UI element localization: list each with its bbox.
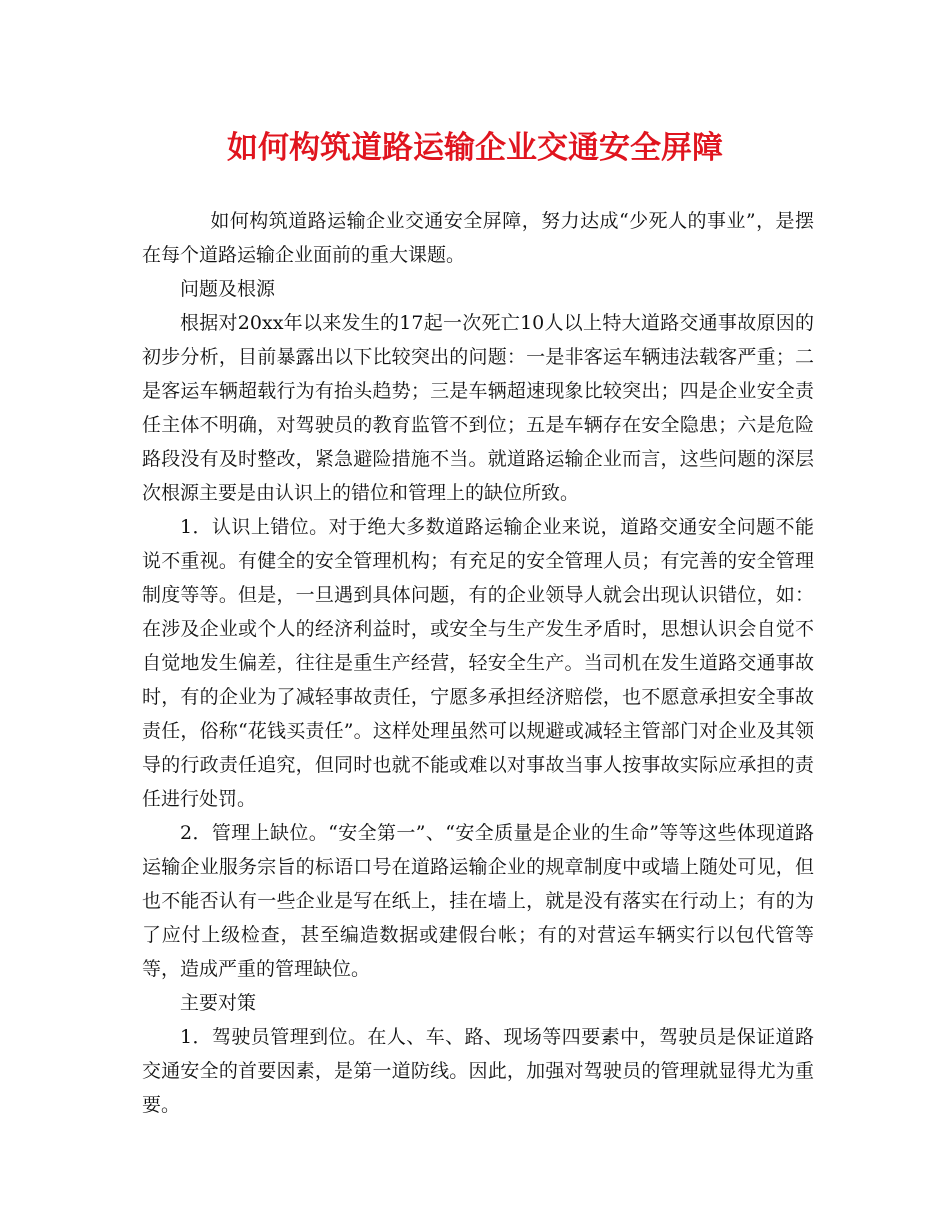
document-title: 如何构筑道路运输企业交通安全屏障	[227, 130, 723, 166]
analysis-paragraph: 根据对20xx年以来发生的17起一次死亡10人以上特大道路交通事故原因的初步分析，目前暴露出以下比较突出的问题：一是非客运车辆违法载客严重；二是客运车辆超载行为有抬头趋势；三是车辆超速现象比较突出；四是企业安全责任主体不明确，对驾驶员的教育监管不到位；五是车辆存在安全隐患；六是危险路段没有及时整改，紧急避险措施不当。就道路运输企业而言，这些问题的深层次根源主要是由认识上的错位和管理上的缺位所致。	[142, 312, 814, 504]
section-heading-measures: 主要对策	[180, 992, 257, 1014]
intro-paragraph: 如何构筑道路运输企业交通安全屏障，努力达成“少死人的事业”，是摆在每个道路运输企业面前的重大课题。	[142, 210, 814, 266]
measure-driver-paragraph: 1．驾驶员管理到位。在人、车、路、现场等四要素中，驾驶员是保证道路交通安全的首要因素，是第一道防线。因此，加强对驾驶员的管理就显得尤为重要。	[142, 1026, 814, 1116]
point-management-paragraph: 2．管理上缺位。“安全第一”、“安全质量是企业的生命”等等这些体现道路运输企业服务宗旨的标语口号在道路运输企业的规章制度中或墙上随处可见，但也不能否认有一些企业是写在纸上，挂在墙上，就是没有落实在行动上；有的为了应付上级检查，甚至编造数据或建假台帐；有的对营运车辆实行以包代管等等，造成严重的管理缺位。	[142, 822, 814, 980]
section-heading-problems: 问题及根源	[180, 278, 276, 300]
document-body	[142, 204, 814, 1122]
point-cognition-paragraph: 1．认识上错位。对于绝大多数道路运输企业来说，道路交通安全问题不能说不重视。有健全的安全管理机构；有充足的安全管理人员；有完善的安全管理制度等等。但是，一旦遇到具体问题，有的企业领导人就会出现认识错位，如：在涉及企业或个人的经济利益时，或安全与生产发生矛盾时，思想认识会自觉不自觉地发生偏差，往往是重生产经营，轻安全生产。当司机在发生道路交通事故时，有的企业为了减轻事故责任，宁愿多承担经济赔偿，也不愿意承担安全事故责任，俗称“花钱买责任”。这样处理虽然可以规避或减轻主管部门对企业及其领导的行政责任追究，但同时也就不能或难以对事故当事人按事故实际应承担的责任进行处罚。	[142, 516, 814, 810]
